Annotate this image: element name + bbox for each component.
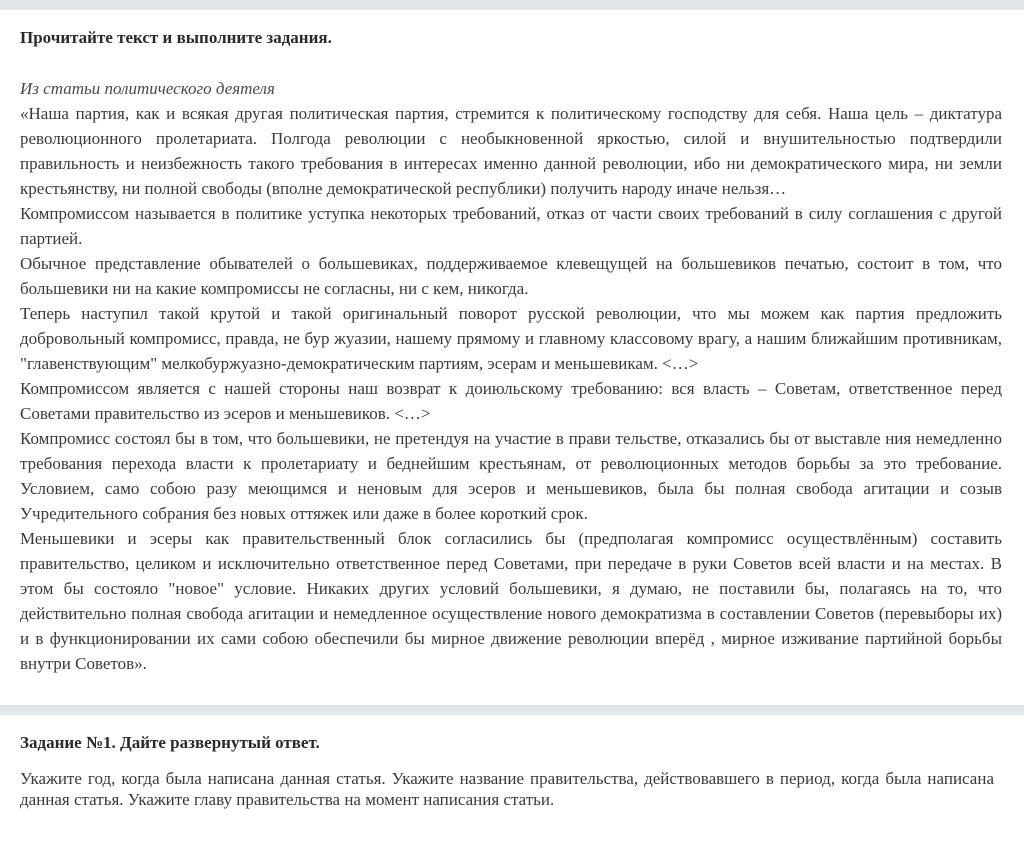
- top-divider-bar: [0, 0, 1024, 10]
- task-title: Задание №1. Дайте развернутый ответ.: [20, 733, 320, 752]
- section-divider-bar: [0, 705, 1024, 715]
- source-paragraph-3: Обычное представление обывателей о большевиках, поддерживаемое клевещущей на большевиков печатью, состоит в том, что большевики ни на какие компромиссы не согласны, ни с кем, никогда.: [20, 254, 1002, 298]
- source-paragraph-7: Меньшевики и эсеры как правительственный блок согласились бы (предполагая компромисс осуществлённым) составить правительство, целиком и исключительно ответственное перед Советами, при передаче в руки Советов всей власти и на местах. В этом бы состояло "новое" условие. Никаких других условий большевики, я думаю, не поставили бы, полагаясь на то, что действительно полная свобода агитации и немедленное осуществление нового демократизма в составлении Советов (перевыборы их) и в функционировании их сами собою обеспечили бы мирное движение революции вперёд , мирное изживание партийной борьбы внутри Советов».: [20, 529, 1002, 673]
- source-title: Из статьи политического деятеля: [20, 79, 275, 98]
- task-text: Укажите год, когда была написана данная статья. Укажите название правительства, действовавшего в период, когда была написана данная статья. Укажите главу правительства на момент написания статьи.: [20, 769, 994, 809]
- source-paragraph-1: «Наша партия, как и всякая другая политическая партия, стремится к политическому господству для себя. Наша цель – диктатура революционного пролетариата. Полгода революции с необыкновенной яркостью, силой и внушительностью подтвердили правильность и неизбежность такого требования в интересах именно данной революции, ибо ни демократического мира, ни земли крестьянству, ни полной свободы (вполне демократической республики) получить народу иначе нельзя…: [20, 104, 1002, 198]
- instruction-heading: Прочитайте текст и выполните задания.: [20, 28, 332, 47]
- task-section: [20, 733, 994, 810]
- source-paragraph-5: Компромиссом является с нашей стороны наш возврат к доиюльскому требованию: вся власть – Советам, ответственное перед Советами правительство из эсеров и меньшевиков. <…>: [20, 379, 1002, 423]
- source-paragraph-2: Компромиссом называется в политике уступка некоторых требований, отказ от части своих требований в силу соглашения с другой партией.: [20, 204, 1002, 248]
- source-text-section: [20, 28, 1002, 676]
- source-paragraph-6: Компромисс состоял бы в том, что большевики, не претендуя на участие в прави тельстве, отказались бы от выставле ния немедленно требования перехода власти к пролетариату и беднейшим крестьянам, от революционных методов борьбы за это требование. Условием, само собою разу меющимся и неновым для эсеров и меньшевиков, была бы полная свобода агитации и созыв Учредительного собрания без новых оттяжек или даже в более короткий срок.: [20, 429, 1002, 523]
- source-paragraph-4: Теперь наступил такой крутой и такой оригинальный поворот русской революции, что мы можем как партия предложить добровольный компромисс, правда, не бур жуазии, нашему прямому и главному классовому врагу, а нашим ближайшим противникам, "главенствующим" мелкобуржуазно-демократическим партиям, эсерам и меньшевикам. <…>: [20, 304, 1002, 373]
